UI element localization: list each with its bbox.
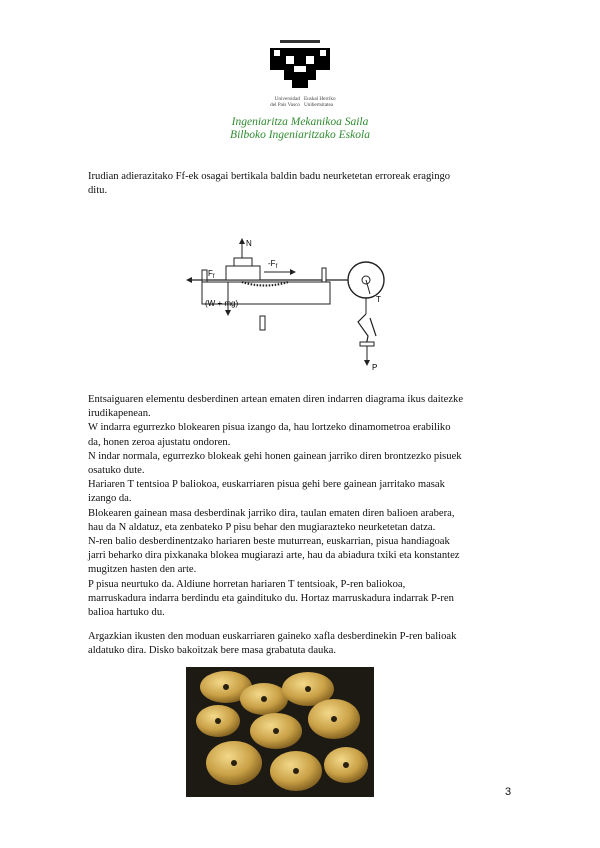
intro-paragraph <box>88 170 518 198</box>
text-line: W indarra egurrezko blokearen pisua izango da, hau lortzeko dinamometroa erabiliko <box>88 422 451 434</box>
department-line: Ingeniaritza Mekanikoa Saila <box>231 116 369 128</box>
text-line: Hariaren T tentsioa P baliokoa, euskarriaren pisua gehi bere gainean jarritako masak <box>88 479 445 491</box>
explanation-paragraph <box>88 393 518 620</box>
text-line: Argazkian ikusten den moduan euskarriaren gaineko xafla desberdinekin P-ren balioak <box>88 631 457 642</box>
text-line: aldatuko dira. Disko bakoitzak bere masa grabatuta dauka. <box>88 645 336 657</box>
school-line: Bilboko Ingeniaritzako Eskola <box>230 129 370 141</box>
text-line: mugitzen hasten den arte. <box>88 564 197 576</box>
page-number: 3 <box>505 786 512 798</box>
text-line: irudikapenean. <box>88 408 151 420</box>
brass-discs-photo <box>186 667 374 797</box>
university-name-basque <box>304 96 364 108</box>
label-weight: (W + mg) <box>205 299 239 308</box>
text-line: Entsaiguaren elementu desberdinen artean ematen diren indarren diagrama ikus daitezke <box>88 394 464 405</box>
university-name-spanish <box>240 96 300 108</box>
text-line: osatuko dute. <box>88 465 145 477</box>
text-line: Blokearen gainean masa desberdinak jarriko dira, taulan ematen diren balioen arabera, <box>88 507 455 519</box>
uni-left-line: Universidad <box>274 96 300 102</box>
label-p: P <box>372 363 378 372</box>
text-line: N indar normala, egurrezko blokeak gehi honen gainean jarriko diren brontzezko pisuek <box>88 450 462 462</box>
text-line: hau da N aldatuz, eta zenbateko P pisu behar den mugiarazteko neurketetan datza. <box>88 521 436 533</box>
uni-right-line: Unibertsitatea <box>304 102 334 108</box>
text-line: P pisua neurtuko da. Aldiune horretan hariaren T tentsioak, P-ren baliokoa, <box>88 578 406 590</box>
label-tension: T <box>376 295 381 304</box>
label-n: N <box>246 239 252 248</box>
text-line: izango da. <box>88 493 132 505</box>
text-line: marruskadura indarra berdindu eta gaindituko du. Hortaz marruskadura indarrak P-ren <box>88 592 454 604</box>
text-line: balioa hartuko du. <box>88 607 165 619</box>
text-line: N-ren balio desberdinentzako hariaren beste muturrean, euskarrian, pisua handiagoak <box>88 536 450 548</box>
uni-right-line: Euskal Herriko <box>304 96 336 102</box>
uni-left-line: del País Vasco <box>270 102 300 108</box>
label-ff: $F_f$ <box>208 269 215 280</box>
department-heading <box>150 116 450 142</box>
closing-paragraph <box>88 630 518 658</box>
text-line: da, honen zeroa ajustatu ondoren. <box>88 436 231 448</box>
friction-force-diagram <box>180 236 400 380</box>
label-minus-ff: $-F_f$ <box>268 259 278 270</box>
text-line: jarri beharko dira pixkanaka blokea mugiarazi arte, hau da abiadura txiki eta konstantez <box>88 550 460 562</box>
text-line: ditu. <box>88 185 108 197</box>
text-line: Irudian adierazitako Ff-ek osagai bertikala baldin badu neurketetan erroreak eragingo <box>88 171 451 182</box>
